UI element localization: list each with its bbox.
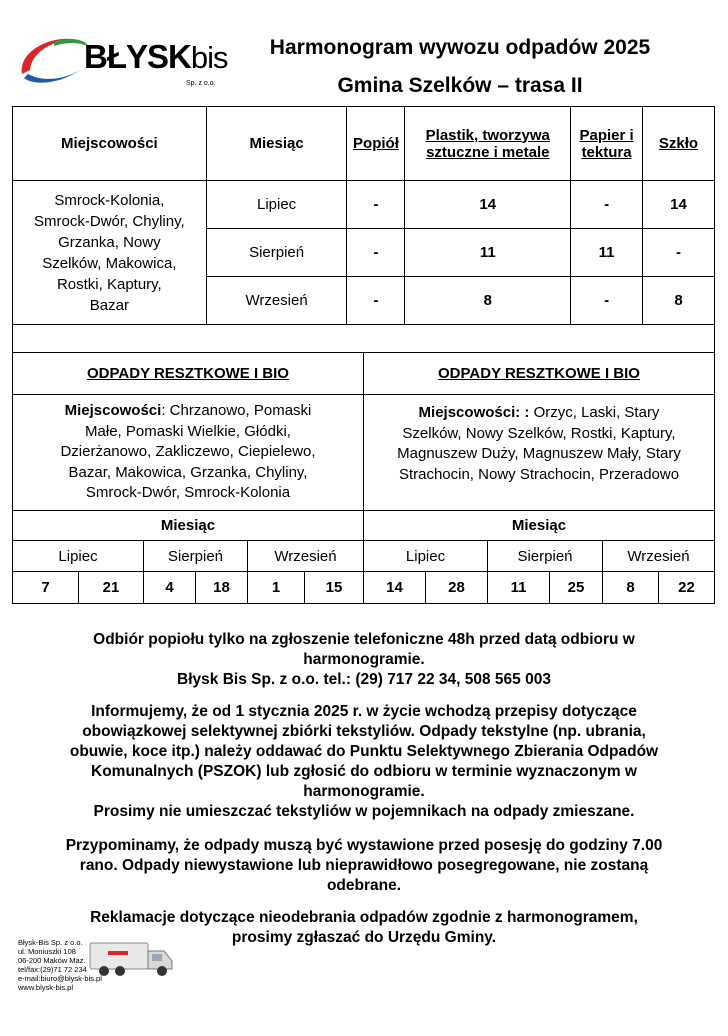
- month-cell: Sierpień: [144, 541, 248, 572]
- day-cell: 8: [603, 572, 659, 604]
- day-cell: 14: [364, 572, 426, 604]
- paper-cell: -: [571, 277, 643, 325]
- month-cell: Wrzesień: [248, 541, 364, 572]
- page-subtitle: Gmina Szelków – trasa II: [337, 74, 583, 97]
- ash-pickup-note: Odbiór popiołu tylko na zgłoszenie telefoniczne 48h przed datą odbioru w harmonogramie. Błysk Bis Sp. z o.o. tel.: (29) 717 22 34, 508 565 003: [93, 631, 635, 688]
- residual-header-row: [13, 353, 715, 395]
- complaints-note: Reklamacje dotyczące nieodebrania odpadów zgodnie z harmonogramem, prosimy zgłaszać do Urzędu Gminy.: [90, 909, 638, 946]
- header-month: Miesiąc: [206, 107, 347, 181]
- plastic-cell: 14: [405, 181, 571, 229]
- day-cell: 4: [144, 572, 196, 604]
- schedule-table-segregated: [12, 106, 715, 353]
- left-month-label: Miesiąc: [13, 511, 364, 541]
- day-cell: 21: [79, 572, 144, 604]
- glass-cell: 14: [643, 181, 715, 229]
- left-places-cell: Miejscowości: Chrzanowo, Pomaski Małe, Pomaski Wielkie, Głódki, Dzierżanowo, Zakliczewo, Ciepielewo, Bazar, Makowica, Grzanka, Chyliny, Smrock-Dwór, Smrock-Kolonia: [13, 395, 364, 511]
- ash-cell: -: [347, 181, 405, 229]
- right-places-cell: Miejscowości: : Orzyc, Laski, Stary Szelków, Nowy Szelków, Rostki, Kaptury, Magnuszew Duży, Magnuszew Mały, Stary Strachocin, Nowy Strachocin, Przeradowo: [364, 395, 715, 511]
- header-ash: Popiół: [347, 107, 405, 181]
- places-row: [13, 395, 715, 511]
- month-cell: Lipiec: [206, 181, 347, 229]
- spacer-row: [13, 325, 715, 353]
- company-logo: [14, 30, 228, 92]
- days-row: [13, 572, 715, 604]
- logo-text: BŁYSKbis: [84, 38, 228, 75]
- ash-cell: -: [347, 277, 405, 325]
- month-cell: Wrzesień: [206, 277, 347, 325]
- garbage-truck-icon: [88, 937, 178, 979]
- textile-note: Informujemy, że od 1 stycznia 2025 r. w życie wchodzą przepisy dotyczące obowiązkowej selektywnej zbiórki tekstyliów. Odpady tekstylne (np. ubrania, obuwie, koce itp.) należy oddawać do Punktu Selektywnego Zbierania Odpadów Komunalnych (PSZOK) lub zgłosić do odbioru w terminie wyznaczonym w harmonogramie. Prosimy nie umieszczać tekstyliów w pojemnikach na odpady zmieszane.: [69, 703, 659, 820]
- right-section-header: ODPADY RESZTKOWE I BIO: [364, 353, 715, 395]
- months-row: [13, 541, 715, 572]
- day-cell: 22: [659, 572, 715, 604]
- left-section-header: ODPADY RESZTKOWE I BIO: [13, 353, 364, 395]
- ash-cell: -: [347, 229, 405, 277]
- company-contact: Błysk-Bis Sp. z o.o. ul. Moniuszki 108 06-200 Maków Maz. tel/fax:(29)71 72 234 e-mail:biuro@blysk-bis.pl www.blysk-bis.pl: [18, 938, 102, 992]
- month-cell: Lipiec: [13, 541, 144, 572]
- day-cell: 18: [196, 572, 248, 604]
- header-glass: Szkło: [643, 107, 715, 181]
- month-cell: Sierpień: [488, 541, 603, 572]
- day-cell: 1: [248, 572, 305, 604]
- table-header-row: [13, 107, 715, 181]
- paper-cell: 11: [571, 229, 643, 277]
- day-cell: 7: [13, 572, 79, 604]
- places-cell: Smrock-Kolonia, Smrock-Dwór, Chyliny, Grzanka, Nowy Szelków, Makowica, Rostki, Kaptury, Bazar: [13, 181, 207, 325]
- month-cell: Wrzesień: [603, 541, 715, 572]
- glass-cell: -: [643, 229, 715, 277]
- header-places: Miejscowości: [13, 107, 207, 181]
- header-plastic: Plastik, tworzywa sztuczne i metale: [405, 107, 571, 181]
- month-cell: Lipiec: [364, 541, 488, 572]
- header-paper: Papier i tektura: [571, 107, 643, 181]
- schedule-table-residual-bio: [12, 352, 715, 604]
- glass-cell: 8: [643, 277, 715, 325]
- logo-swoosh-icon: [14, 30, 94, 92]
- day-cell: 15: [305, 572, 364, 604]
- month-cell: Sierpień: [206, 229, 347, 277]
- reminder-note: Przypominamy, że odpady muszą być wystawione przed posesję do godziny 7.00 rano. Odpady niewystawione lub nieprawidłowo posegregowane, nie zostaną odebrane.: [65, 837, 663, 894]
- table-row: [13, 181, 715, 229]
- page-title: Harmonogram wywozu odpadów 2025: [269, 36, 651, 59]
- day-cell: 28: [426, 572, 488, 604]
- paper-cell: -: [571, 181, 643, 229]
- day-cell: 25: [550, 572, 603, 604]
- right-month-label: Miesiąc: [364, 511, 715, 541]
- logo-subtext: Sp. z o.o.: [186, 80, 216, 87]
- plastic-cell: 11: [405, 229, 571, 277]
- month-label-row: [13, 511, 715, 541]
- plastic-cell: 8: [405, 277, 571, 325]
- day-cell: 11: [488, 572, 550, 604]
